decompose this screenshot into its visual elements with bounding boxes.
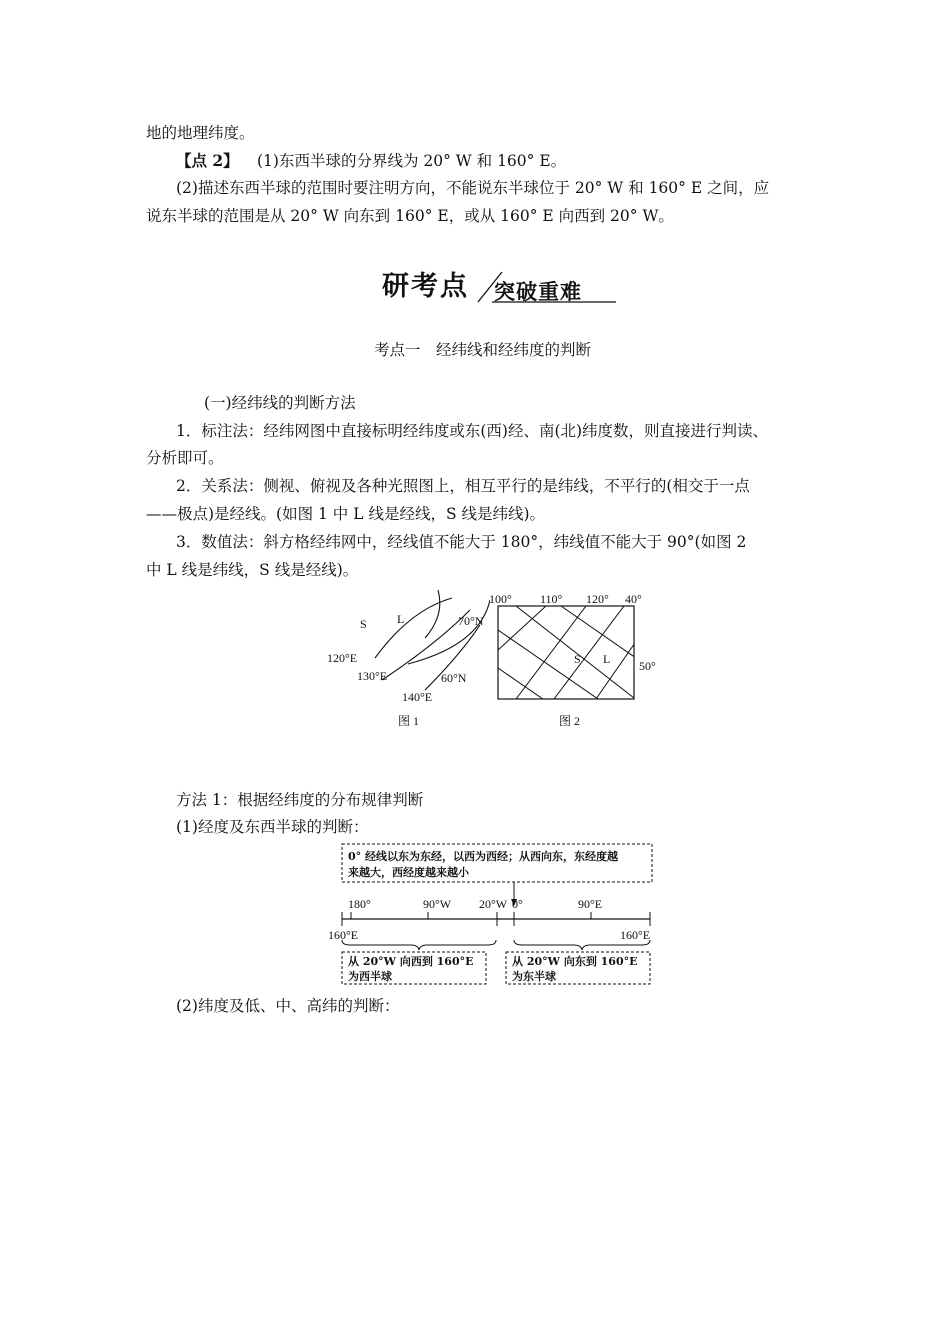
fig2-grid-line xyxy=(554,606,624,699)
axis-end-label: 160°E xyxy=(620,928,651,942)
fig1-curve xyxy=(425,590,440,638)
fig1-label: S xyxy=(360,617,367,631)
fig1-caption: 图 1 xyxy=(398,714,420,728)
fig2-label: 110° xyxy=(540,592,563,606)
paragraph-text: (1)东西半球的分界线为 20° W 和 160° E。 xyxy=(257,152,567,170)
east-box-text: 为东半球 xyxy=(512,970,556,983)
fig1-curve xyxy=(408,600,490,664)
west-brace xyxy=(342,940,496,950)
list-item: 1．标注法：经纬网图中直接标明经纬度或东(西)经、南(北)纬度数，则直接进行判读、 xyxy=(176,422,769,440)
section-header xyxy=(380,262,620,304)
west-box-text: 为西半球 xyxy=(348,970,392,983)
fig2-label: S xyxy=(574,652,581,666)
list-item: 2．关系法：侧视、俯视及各种光照图上，相互平行的是纬线，不平行的(相交于一点 xyxy=(176,477,750,495)
fig1-label: 140°E xyxy=(402,690,433,704)
list-item: ——极点)是经线。(如图 1 中 L 线是经线，S 线是纬线)。 xyxy=(146,505,546,523)
west-box-text: 从 20°W 向西到 160°E xyxy=(348,955,474,968)
axis-label: 180° xyxy=(348,897,371,911)
section-header-sub: 突破重难 xyxy=(494,280,582,304)
axis-label: 0° xyxy=(512,897,523,911)
fig1-label: L xyxy=(397,612,405,626)
fig2-label: L xyxy=(603,652,611,666)
figure-2 xyxy=(486,590,666,730)
fig2-grid-line xyxy=(498,606,546,650)
fig2-grid-line xyxy=(498,668,566,715)
fig1-curve xyxy=(382,610,470,680)
paragraph-text: 说东半球的范围是从 20° W 向东到 160° E，或从 160° E 向西到 20° W。 xyxy=(146,207,674,225)
method-1-sub1: (1)经度及东西半球的判断： xyxy=(176,818,369,836)
figure-1 xyxy=(320,590,490,730)
fig2-label: 100° xyxy=(489,592,512,606)
topic-title: 考点一 经纬线和经纬度的判断 xyxy=(374,341,592,359)
axis-end-label: 160°E xyxy=(328,928,359,942)
method-1-title: 方法 1：根据经纬度的分布规律判断 xyxy=(176,791,424,809)
fig2-label: 40° xyxy=(625,592,642,606)
method-heading: (一)经纬线的判断方法 xyxy=(204,394,356,412)
paragraph-text: 地的地理纬度。 xyxy=(146,124,255,142)
fig1-label: 130°E xyxy=(357,669,388,683)
axis-label: 20°W xyxy=(479,897,508,911)
paragraph-text: (2)描述东西半球的范围时要注明方向，不能说东半球位于 20° W 和 160° E 之间，应 xyxy=(176,179,770,197)
fig2-label: 50° xyxy=(639,659,656,673)
section-header-main: 研考点 xyxy=(382,271,469,302)
fig2-label: 120° xyxy=(586,592,609,606)
note-text: 0° 经线以东为东经，以西为西经；从西向东，东经度越 xyxy=(348,850,618,863)
list-item: 中 L 线是纬线，S 线是经线)。 xyxy=(146,561,359,579)
fig1-label: 120°E xyxy=(327,651,358,665)
list-item: 分析即可。 xyxy=(146,449,224,467)
longitude-diagram xyxy=(326,842,660,990)
axis-label: 90°W xyxy=(423,897,452,911)
method-1-sub2: (2)纬度及低、中、高纬的判断： xyxy=(176,997,400,1015)
fig1-label: 70°N xyxy=(458,614,484,628)
list-item: 3．数值法：斜方格经纬网中，经线值不能大于 180°，纬线值不能大于 90°(如图 2 xyxy=(176,533,747,551)
fig1-curve xyxy=(375,598,452,658)
fig1-label: 60°N xyxy=(441,671,467,685)
note-text: 来越大，西经度越来越小 xyxy=(348,866,469,879)
fig2-caption: 图 2 xyxy=(559,714,581,728)
axis-label: 90°E xyxy=(578,897,603,911)
east-box-text: 从 20°W 向东到 160°E xyxy=(512,955,638,968)
point-tag: 【点 2】 xyxy=(176,151,239,170)
